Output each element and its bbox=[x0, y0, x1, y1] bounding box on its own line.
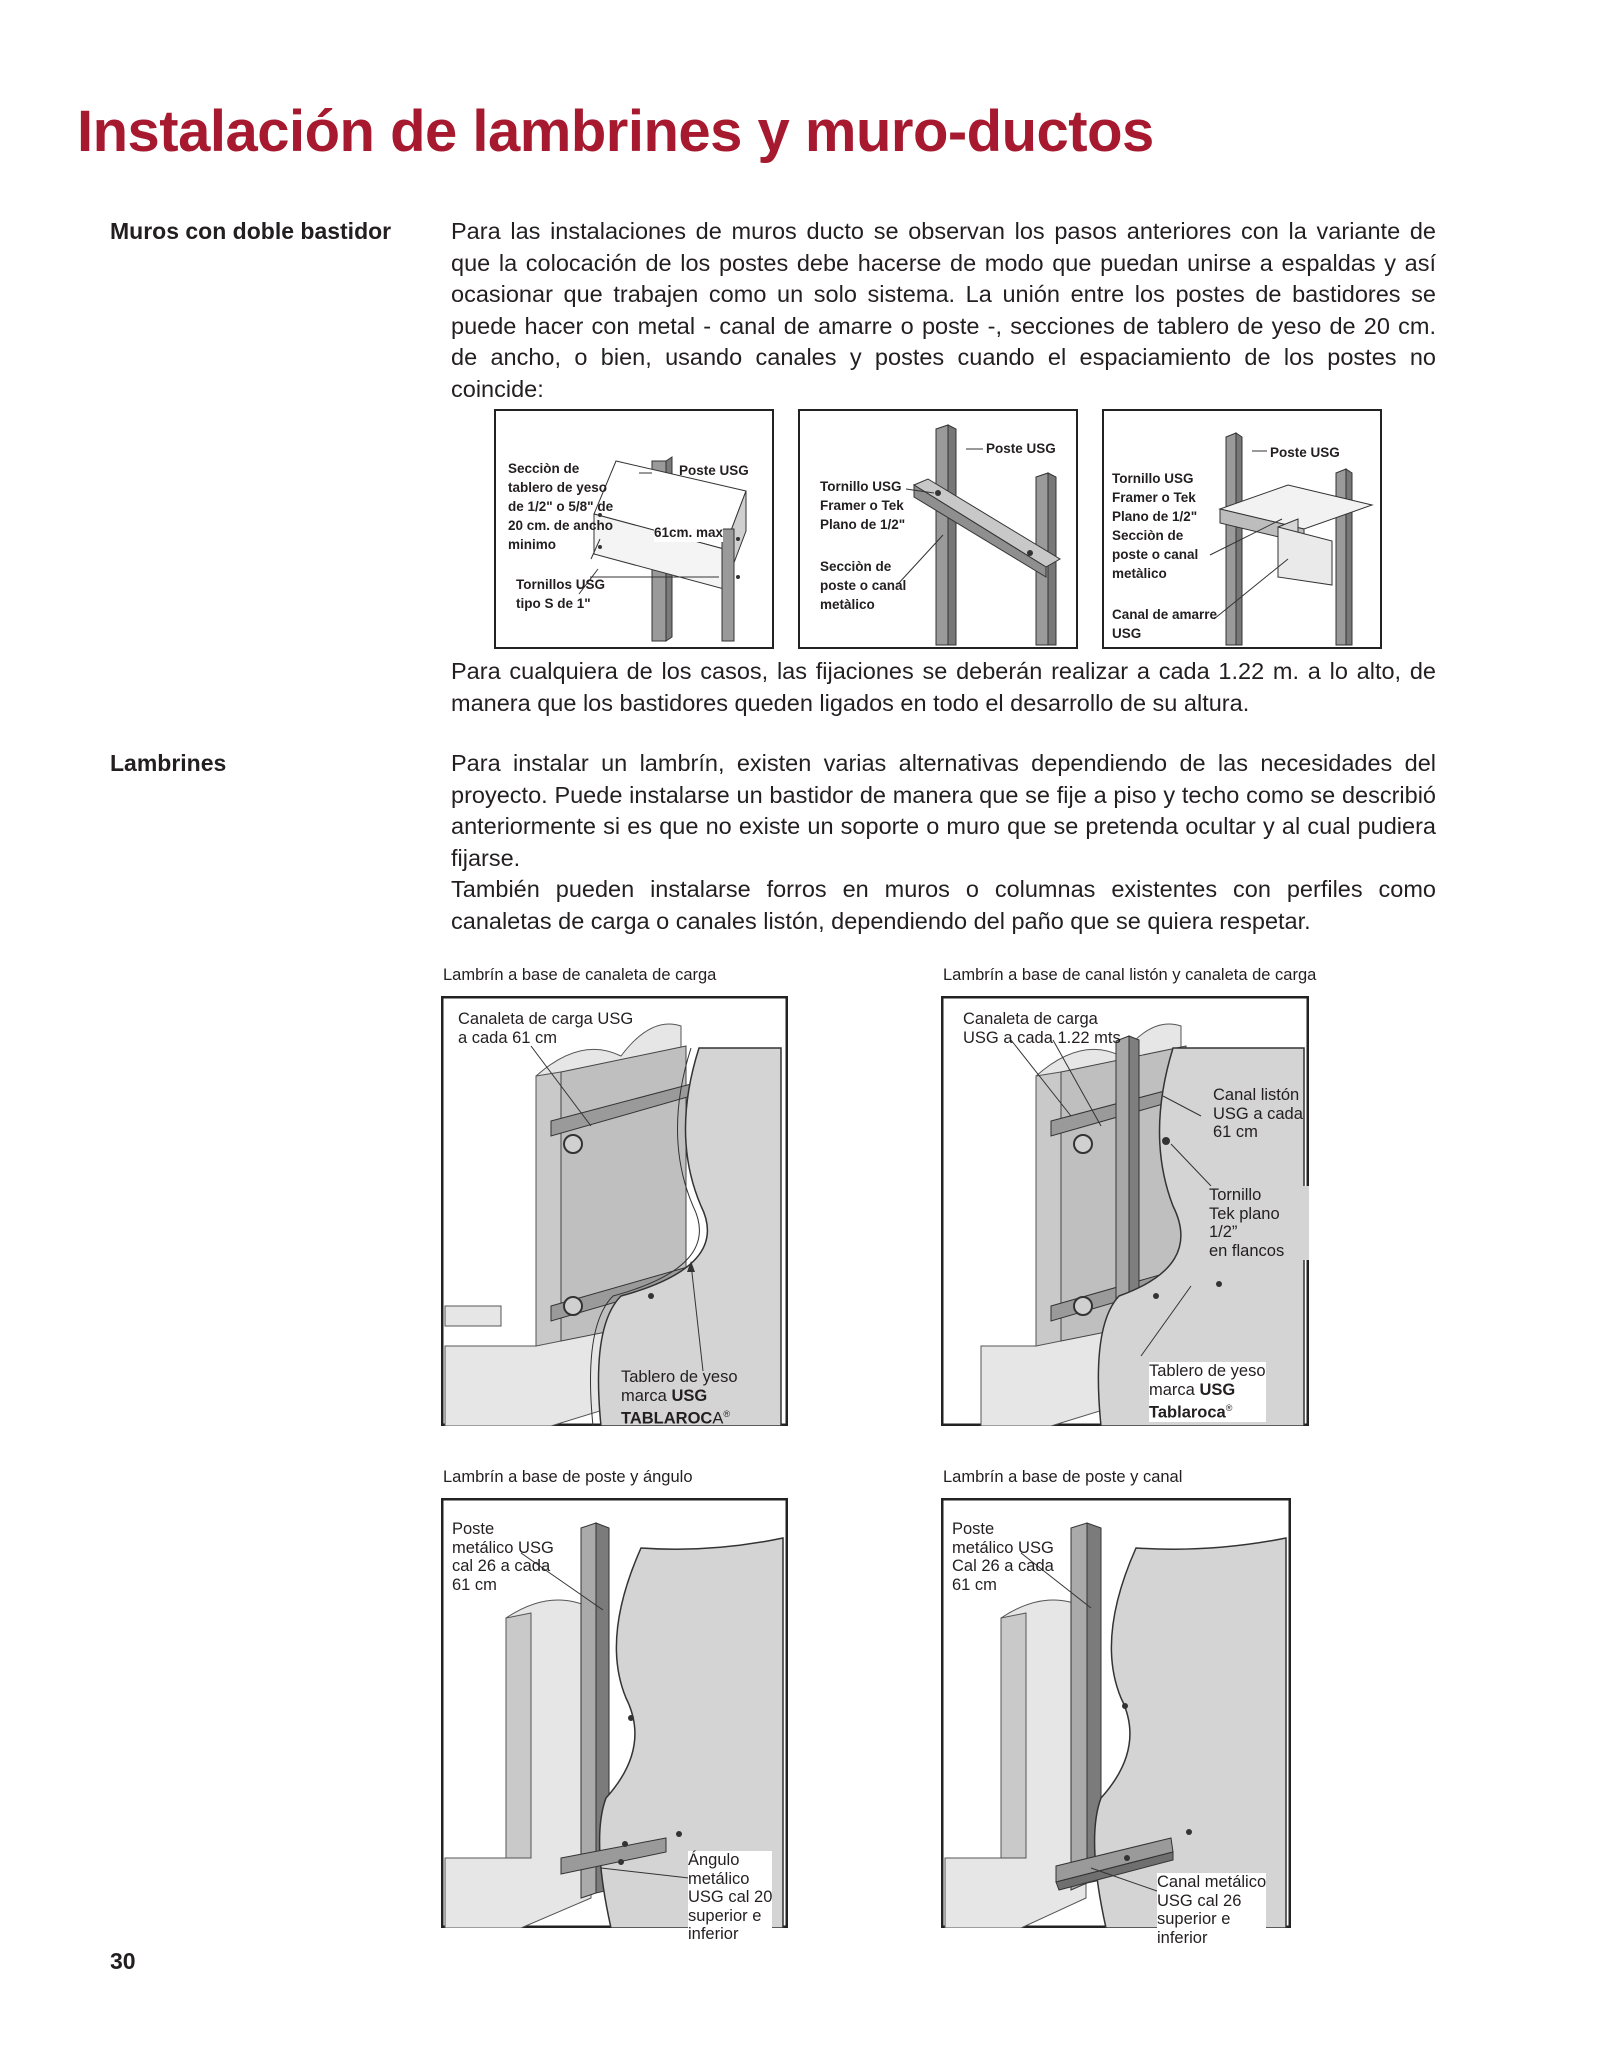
fig1-label-tornillos: Tornillos USG tipo S de 1" bbox=[516, 577, 606, 611]
figA-label-tablaroc: TABLAROC bbox=[621, 1409, 713, 1428]
page-title: Instalación de lambrines y muro-ductos bbox=[77, 99, 1154, 164]
figB-label-tornillo: Tornillo Tek plano 1/2” en flancos bbox=[1209, 1186, 1309, 1260]
fig1-label-seccion: Secciòn de tablero de yeso de 1/2" o 5/8" de 20 cm. de ancho minimo bbox=[508, 461, 614, 552]
paragraph-lambrines-1: Para instalar un lambrín, existen varias alternativas dependiendo de las necesidades del proyecto. Puede instalarse un bastidor de manera que se fije a piso y techo como se describió anteriormente si es que no existe un soporte o muro que se pretenda ocultar y al cual pudiera fijarse. bbox=[451, 750, 1436, 871]
figure-lambrin-canaleta bbox=[441, 996, 788, 1426]
figure-lambrin-poste-canal bbox=[941, 1498, 1291, 1947]
fig3-label-poste: Poste USG bbox=[1270, 445, 1340, 460]
figure-canal-amarre bbox=[1102, 409, 1382, 649]
section-heading-lambrines: Lambrines bbox=[110, 750, 227, 776]
figure-seccion-poste bbox=[798, 409, 1078, 649]
section-heading-muros-doble-bastidor: Muros con doble bastidor bbox=[110, 218, 392, 244]
figB-caption: Lambrín a base de canal listón y canaleta de carga bbox=[943, 966, 1317, 984]
figure-lambrin-canaleta-drawing bbox=[441, 996, 788, 1426]
figA-label-tablero-text: Tablero de yeso marca bbox=[621, 1368, 738, 1405]
figB-label-canaleta: Canaleta de carga USG a cada 1.22 mts bbox=[963, 1010, 1121, 1047]
figD-label-canal: Canal metálico USG cal 26 superior e inferior bbox=[1157, 1873, 1267, 1947]
figC-label-angulo: Ángulo metálico USG cal 20 superior e inferior bbox=[688, 1851, 773, 1943]
fig2-label-seccion: Secciòn de poste o canal metàlico bbox=[820, 559, 907, 612]
figB-label-usg: USG bbox=[1199, 1380, 1236, 1399]
fig2-label-tornillo: Tornillo USG Framer o Tek Plano de 1/2" bbox=[820, 479, 906, 532]
figC-caption: Lambrín a base de poste y ángulo bbox=[443, 1468, 693, 1486]
fig1-label-espaciado: 61cm. max bbox=[654, 525, 724, 540]
figB-label-tablero bbox=[1149, 1362, 1266, 1422]
fig1-label-poste: Poste USG bbox=[679, 463, 749, 478]
figB-label-canal-liston: Canal listón USG a cada 61 cm bbox=[1213, 1086, 1303, 1141]
figA-label-registered: ® bbox=[723, 1409, 731, 1419]
fig3-label-tornillo-seccion: Tornillo USG Framer o Tek Plano de 1/2" Secciòn de poste o canal metàlico bbox=[1112, 471, 1199, 581]
figure-lambrin-canal-liston bbox=[941, 996, 1309, 1426]
figB-label-tablero-text: Tablero de yeso marca bbox=[1149, 1362, 1266, 1399]
figD-caption: Lambrín a base de poste y canal bbox=[943, 1468, 1183, 1486]
figure-lambrin-poste-angulo bbox=[441, 1498, 788, 1943]
fig2-label-poste: Poste USG bbox=[986, 441, 1056, 456]
paragraph-fijaciones: Para cualquiera de los casos, las fijaciones se deberán realizar a cada 1.22 m. a lo alto, de manera que los bastidores queden ligados en todo el desarrollo de su altura. bbox=[451, 658, 1436, 716]
fig3-label-canal-amarre: Canal de amarre USG bbox=[1112, 607, 1218, 641]
figD-label-poste: Poste metálico USG Cal 26 a cada 61 cm bbox=[952, 1520, 1054, 1594]
figC-label-poste: Poste metálico USG cal 26 a cada 61 cm bbox=[452, 1520, 554, 1594]
figure-seccion-tablero bbox=[494, 409, 774, 649]
page-number: 30 bbox=[110, 1948, 136, 1974]
figA-label-canaleta: Canaleta de carga USG a cada 61 cm bbox=[458, 1010, 634, 1047]
figB-label-registered: ® bbox=[1225, 1403, 1233, 1413]
figA-label-usg: USG bbox=[671, 1386, 708, 1405]
figA-caption: Lambrín a base de canaleta de carga bbox=[443, 966, 717, 984]
figB-label-tablaroca: Tablaroca bbox=[1149, 1403, 1226, 1422]
paragraph-lambrines-2: También pueden instalarse forros en muros o columnas existentes con perfiles como canaletas de carga o canales listón, dependiendo del paño que se quiera respetar. bbox=[451, 876, 1436, 934]
figA-label-a: A bbox=[712, 1409, 724, 1428]
figA-label-tablero bbox=[621, 1368, 738, 1428]
paragraph-muros-ducto: Para las instalaciones de muros ducto se observan los pasos anteriores con la variante de que la colocación de los postes debe hacerse de modo que puedan unirse a espaldas y así ocasionar que trabajen como un solo sistema. La unión entre los postes de bastidores se puede hacer con metal - canal de amarre o poste -, secciones de tablero de yeso de 20 cm. de ancho, o bien, usando canales y postes cuando el espaciamiento de los postes no coincide: bbox=[451, 218, 1436, 402]
